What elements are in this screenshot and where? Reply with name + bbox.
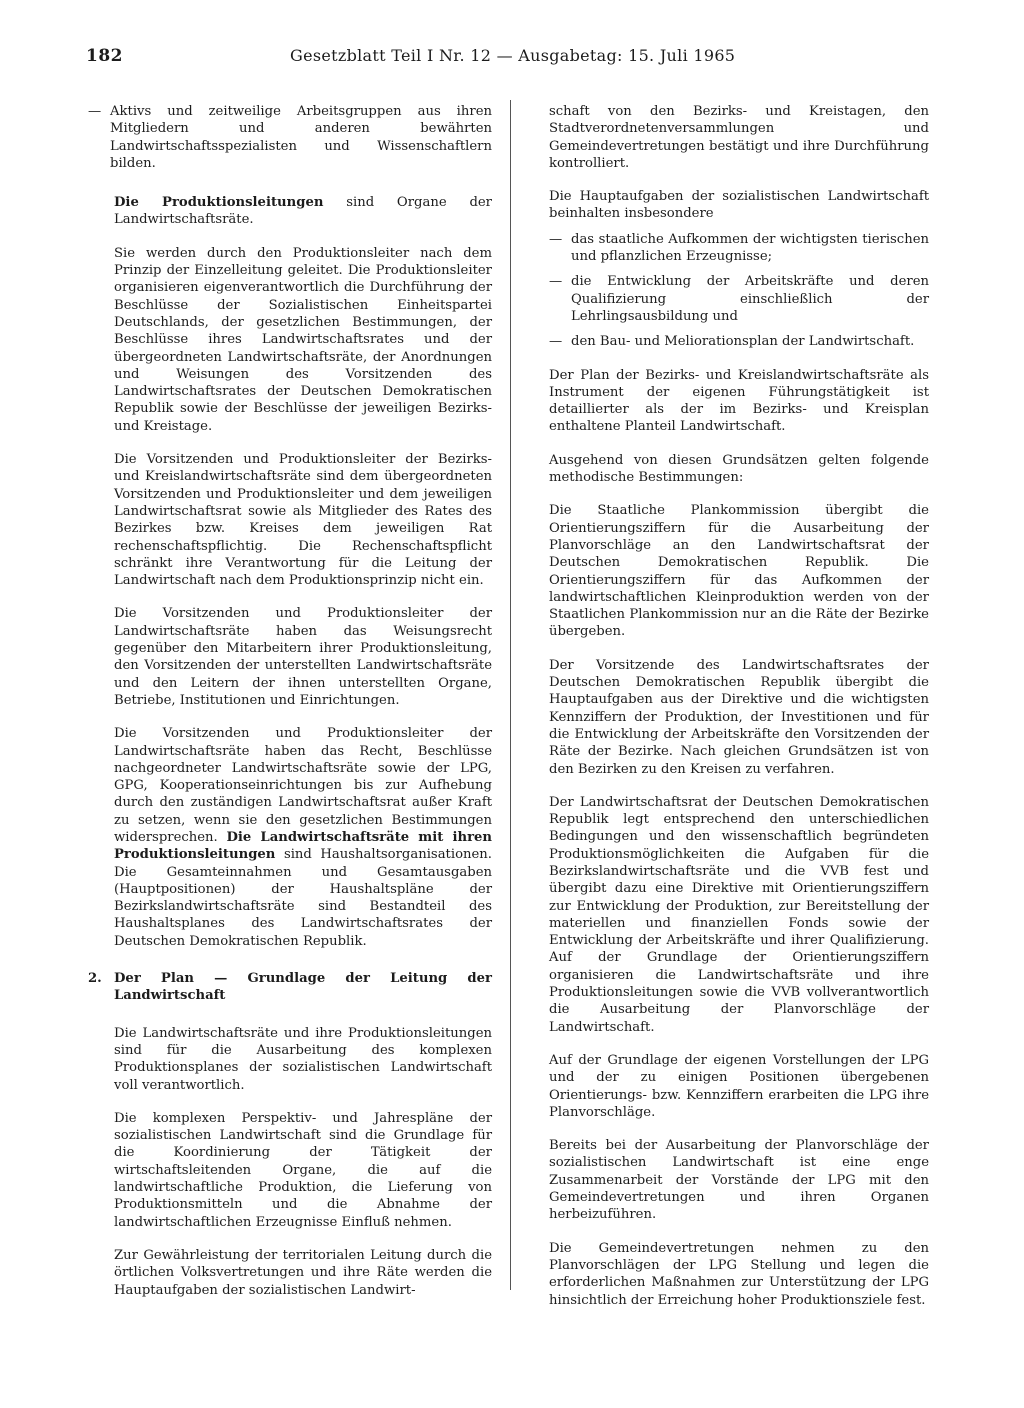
paragraph: Die Hauptaufgaben der sozialistischen Landwirtschaft beinhalten insbesondere	[549, 189, 929, 222]
section-number: 2.	[88, 971, 102, 987]
paragraph-text: Die Vorsitzenden und Produktionsleiter der Landwirtschaftsräte haben das Recht, Beschlüsse nachgeordneter Landwirtschaftsräte sowie der LPG, GPG, Kooperationseinrichtungen bis zur Aufhebung durch den zuständigen Landwirtschaftsrat außer Kraft zu setzen, wenn sie den gesetzlichen Bestimmungen widersprechen.	[114, 726, 492, 845]
list-dash: —	[88, 104, 102, 119]
page-number: 182	[86, 46, 123, 66]
list-dash: —	[549, 231, 563, 247]
paragraph: Die Landwirtschaftsräte und ihre Produktionsleitungen sind für die Ausarbeitung des komplexen Produktionsplanes der sozialistischen Landwirtschaft voll verantwortlich.	[114, 1025, 492, 1093]
list-item-text: das staatliche Aufkommen der wichtigsten tierischen und pflanzlichen Erzeugnisse;	[571, 231, 929, 265]
paragraph: Der Plan der Bezirks- und Kreislandwirtschaftsräte als Instrument der eigenen Führungstätigkeit ist detaillierter als der im Bezirks- und Kreisplan enthaltene Planteil Landwirtschaft.	[549, 367, 929, 435]
paragraph: Ausgehend von diesen Grundsätzen gelten folgende methodische Bestimmungen:	[549, 452, 929, 486]
paragraph: Zur Gewährleistung der territorialen Leitung durch die örtlichen Volksvertretungen und ihre Räte werden die Hauptaufgaben der sozialistischen Landwirt-	[114, 1247, 492, 1298]
list-item-text: Aktivs und zeitweilige Arbeitsgruppen aus ihren Mitgliedern und anderen bewährten Landwirtschaftsspezialisten und Wissenschaftlern bilden.	[110, 104, 492, 171]
running-head: Gesetzblatt Teil I Nr. 12 — Ausgabetag: 15. Juli 1965	[290, 46, 736, 65]
bold-term: Die Produktionsleitungen	[114, 195, 324, 211]
paragraph-text: sind Haushaltsorganisationen. Die Gesamteinnahmen und Gesamtausgaben (Hauptpositionen) der Haushaltspläne der Bezirkslandwirtschaftsräte sind Bestandteil des Haushaltsplanes des Landwirtschaftsrates der Deutschen Demokratischen Republik.	[114, 847, 492, 949]
paragraph: schaft von den Bezirks- und Kreistagen, den Stadtverordnetenversammlungen und Gemeindevertretungen bestätigt und ihre Durchführung kontrolliert.	[549, 104, 929, 171]
list-item-text: die Entwicklung der Arbeitskräfte und deren Qualifizierung einschließlich der Lehrlingsausbildung und	[571, 274, 929, 324]
right-column	[549, 103, 929, 1325]
paragraph: Auf der Grundlage der eigenen Vorstellungen der LPG und der zu einigen Positionen übergebenen Orientierungs- bzw. Kennziffern erarbeiten die LPG ihre Planvorschläge.	[549, 1052, 929, 1120]
list-item	[549, 273, 929, 325]
list-item	[88, 103, 492, 172]
bold-term: Die Landwirtschaftsräte mit ihren Produktionsleitungen	[114, 829, 493, 863]
paragraph-text: sind Organe der Landwirtschaftsräte.	[114, 195, 492, 228]
paragraph: Die Staatliche Plankommission übergibt die Orientierungsziffern für die Ausarbeitung der Planvorschläge an den Landwirtschaftsrat der Deutschen Demokratischen Republik. Die Orientierungsziffern für das Aufkommen der landwirtschaftlichen Kleinproduktion werden von der Staatlichen Plankommission nur an die Räte der Bezirke übergeben.	[549, 503, 929, 640]
paragraph	[114, 194, 492, 229]
paragraph: Die Vorsitzenden und Produktionsleiter der Landwirtschaftsräte haben das Weisungsrecht gegenüber den Mitarbeitern ihrer Produktionsleitung, den Vorsitzenden der unterstellten Landwirtschaftsräte und den Leitern der ihnen unterstellten Organe, Betriebe, Institutionen und Einrichtungen.	[114, 606, 492, 708]
paragraph: Bereits bei der Ausarbeitung der Planvorschläge der sozialistischen Landwirtschaft ist eine enge Zusammenarbeit der Vorstände der LPG mit den Gemeindevertretungen und ihren Organen herbeizuführen.	[549, 1138, 929, 1223]
list-item-text: den Bau- und Meliorationsplan der Landwirtschaft.	[571, 334, 915, 350]
paragraph: Der Landwirtschaftsrat der Deutschen Demokratischen Republik legt entsprechend den unterschiedlichen Bedingungen und den wissenschaftlich begründeten Produktionsmöglichkeiten die Aufgaben für die Bezirkslandwirtschaftsräte und die VVB fest und übergibt dazu eine Direktive mit Orientierungsziffern zur Entwicklung der Produktion, zur Bereitstellung der materiellen und finanziellen Fonds sowie der Entwicklung der Arbeitskräfte und ihrer Qualifizierung. Auf der Grundlage der Orientierungsziffern organisieren die Landwirtschaftsräte und ihre Produktionsleitungen sowie die VVB vollverantwortlich die Ausarbeitung der Planvorschläge der Landwirtschaft.	[549, 794, 929, 1035]
list-dash: —	[549, 334, 563, 350]
paragraph: Die komplexen Perspektiv- und Jahrespläne der sozialistischen Landwirtschaft sind die Grundlage für die Koordinierung der Tätigkeit der wirtschaftsleitenden Organe, die auf die landwirtschaftliche Produktion, die Lieferung von Produktionsmitteln und die Abnahme der landwirtschaftlichen Erzeugnisse Einfluß nehmen.	[114, 1110, 492, 1230]
paragraph	[114, 725, 492, 950]
section-title: Der Plan — Grundlage der Leitung der Landwirtschaft	[114, 971, 492, 1004]
paragraph: Sie werden durch den Produktionsleiter nach dem Prinzip der Einzelleitung geleitet. Die Produktionsleiter organisieren eigenverantwortlich die Durchführung der Beschlüsse der Sozialistischen Einheitspartei Deutschlands, der gesetzlichen Bestimmungen, der Beschlüsse ihres Landwirtschaftsrates und der übergeordneten Landwirtschaftsräte, der Anordnungen und Weisungen des Vorsitzenden des Landwirtschaftsrates der Deutschen Demokratischen Republik sowie der Beschlüsse der jeweiligen Bezirks- und Kreistage.	[114, 245, 492, 434]
paragraph: Der Vorsitzende des Landwirtschaftsrates der Deutschen Demokratischen Republik übergibt die Hauptaufgaben aus der Direktive und die wichtigsten Kennziffern der Produktion, der Investitionen und für die Entwicklung der Arbeitskräfte den Vorsitzenden der Räte der Bezirke. Nach gleichen Grundsätzen ist von den Bezirken zu den Kreisen zu verfahren.	[549, 657, 929, 777]
paragraph: Die Gemeindevertretungen nehmen zu den Planvorschlägen der LPG Stellung und legen die erforderlichen Maßnahmen zur Unterstützung der LPG hinsichtlich der Erreichung hoher Produktionsziele fest.	[549, 1240, 929, 1308]
list-item	[549, 333, 929, 350]
list-item	[549, 231, 929, 266]
paragraph: Die Vorsitzenden und Produktionsleiter der Bezirks- und Kreislandwirtschaftsräte sind dem übergeordneten Vorsitzenden und Produktionsleiter und dem jeweiligen Landwirtschaftsrat sowie als Mitglieder des Rates des Bezirkes bzw. Kreises dem jeweiligen Rat rechenschaftspflichtig. Die Rechenschaftspflicht schränkt ihre Verantwortung für die Leitung der Landwirtschaft nach dem Produktionsprinzip nicht ein.	[114, 452, 492, 589]
column-rule	[510, 100, 511, 1290]
left-column	[88, 103, 493, 1315]
section-heading	[88, 970, 492, 1005]
list-dash: —	[549, 274, 563, 290]
